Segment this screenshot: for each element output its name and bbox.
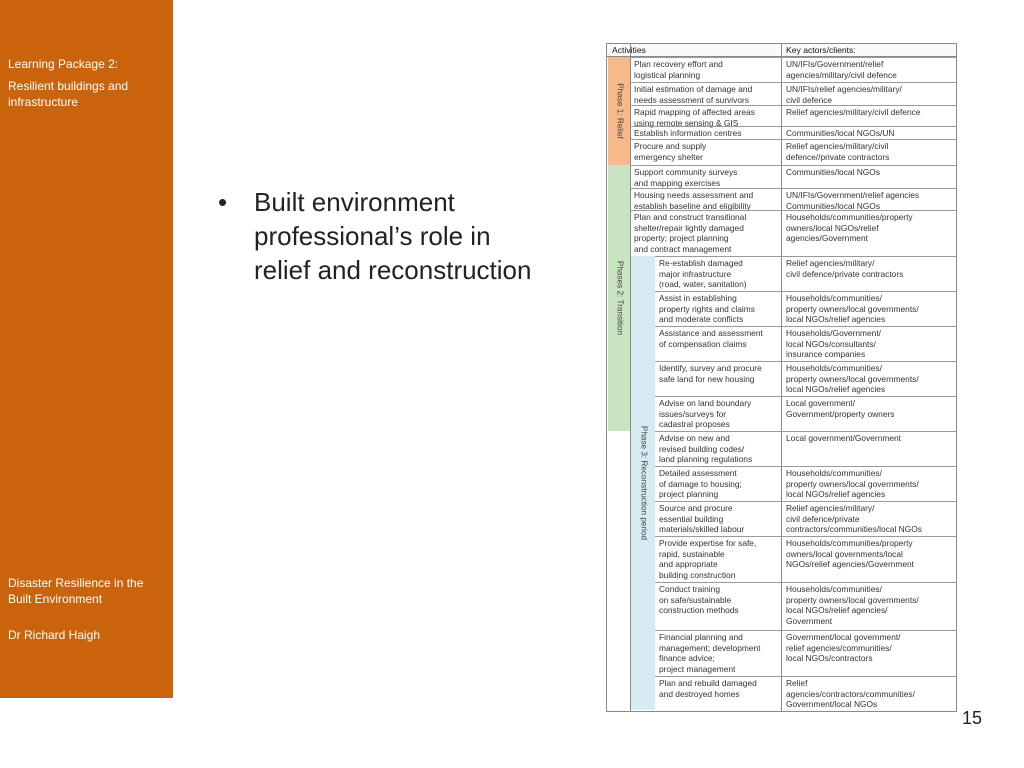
phase-2-band-lower xyxy=(608,431,630,710)
phase-1-band xyxy=(608,57,630,165)
course-title: Disaster Resilience in the Built Environment xyxy=(8,576,144,606)
package-title: Learning Package 2: xyxy=(8,57,119,71)
actors-cell: Households/communities/ property owners/local governments/ local NGOs/relief agencies xyxy=(786,363,919,394)
actors-cell: Households/communities/ property owners/local governments/ local NGOs/relief agencies xyxy=(786,293,919,324)
page-number: 15 xyxy=(962,708,983,728)
table-row xyxy=(630,165,956,189)
table-row xyxy=(630,57,956,83)
roles-table xyxy=(606,43,957,712)
actors-cell: Households/communities/ property owners/local governments/ local NGOs/relief agencies xyxy=(786,468,919,499)
activity-cell: Provide expertise for safe, rapid, sustainable and appropriate building construction xyxy=(659,538,757,580)
activity-cell: Establish information centres xyxy=(634,128,742,138)
table-row xyxy=(630,82,956,106)
actors-cell: Relief agencies/contractors/communities/ Government/local NGOs xyxy=(786,678,915,709)
actors-cell: Households/communities/property owners/local NGOs/relief agencies/Government xyxy=(786,212,913,243)
actors-cell: Households/communities/ property owners/local governments/ local NGOs/relief agencies/ Government xyxy=(786,584,919,626)
phase-3-band xyxy=(631,256,655,710)
actors-cell: Households/communities/property owners/local governments/local NGOs/relief agencies/Government xyxy=(786,538,915,569)
table-row xyxy=(655,361,956,397)
activity-cell: Assistance and assessment of compensation claims xyxy=(659,328,763,349)
activity-cell: Support community surveys and mapping exercises xyxy=(634,167,738,188)
activity-cell: Identify, survey and procure safe land for new housing xyxy=(659,363,762,384)
actors-cell: Households/Government/ local NGOs/consultants/ insurance companies xyxy=(786,328,881,359)
phase-2-label: Phases 2: Transition xyxy=(615,260,625,336)
package-subtitle: Resilient buildings and infrastructure xyxy=(8,79,129,109)
table-row xyxy=(655,256,956,292)
activity-cell: Housing needs assessment and establish baseline and eligibility xyxy=(634,190,754,211)
actors-cell: UN/IFIs/Government/relief agencies Communities/local NGOs xyxy=(786,190,920,211)
activity-cell: Rapid mapping of affected areas using remote sensing & GIS xyxy=(634,107,755,128)
table-row xyxy=(655,582,956,631)
actors-cell: Relief agencies/military/civil defence xyxy=(786,107,921,117)
table-row xyxy=(655,676,956,711)
table-row xyxy=(655,291,956,327)
table-row xyxy=(655,396,956,432)
header-activities: Activities xyxy=(612,45,646,55)
author-name: Dr Richard Haigh xyxy=(8,628,101,642)
table-row xyxy=(655,326,956,362)
table-row xyxy=(655,501,956,537)
actors-cell: UN/IFIs/relief agencies/military/ civil defence xyxy=(786,84,902,105)
activity-cell: Source and procure essential building materials/skilled labour xyxy=(659,503,745,534)
activity-cell: Assist in establishing property rights and claims and moderate conflicts xyxy=(659,293,755,324)
table-row xyxy=(655,630,956,677)
actors-cell: Communities/local NGOs xyxy=(786,167,881,177)
phase-1-label: Phase 1: Relief xyxy=(615,83,625,139)
table-row xyxy=(630,139,956,166)
activity-cell: Financial planning and management; development finance advice; project management xyxy=(659,632,761,674)
actors-cell: Relief agencies/military/ civil defence/private contractors xyxy=(786,258,904,279)
actors-cell: Relief agencies/military/civil defence//private contractors xyxy=(786,141,890,162)
actors-cell: Local government/ Government/property owners xyxy=(786,398,895,419)
actors-cell: UN/IFIs/Government/relief agencies/military/civil defence xyxy=(786,59,897,80)
activity-cell: Conduct training on safe/sustainable construction methods xyxy=(659,584,739,615)
table-row xyxy=(655,466,956,502)
bullet-text: Built environment professional’s role in relief and reconstruction xyxy=(254,187,532,285)
activity-cell: Re-establish damaged major infrastructure (road, water, sanitation) xyxy=(659,258,747,289)
table-row xyxy=(630,126,956,140)
activity-cell: Detailed assessment of damage to housing; project planning xyxy=(659,468,742,499)
table-row xyxy=(630,210,956,257)
actors-cell: Local government/Government xyxy=(786,433,901,443)
table-row xyxy=(630,188,956,211)
actors-cell: Communities/local NGOs/UN xyxy=(786,128,895,138)
sidebar xyxy=(0,0,173,698)
activity-cell: Advise on new and revised building codes/ land planning regulations xyxy=(659,433,753,464)
table-row xyxy=(630,105,956,127)
table-row xyxy=(655,536,956,583)
activity-cell: Plan recovery effort and logistical planning xyxy=(634,59,723,80)
activity-cell: Plan and rebuild damaged and destroyed homes xyxy=(659,678,757,699)
activity-cell: Initial estimation of damage and needs assessment of survivors xyxy=(634,84,753,105)
table-row xyxy=(655,431,956,467)
bullet-marker: • xyxy=(218,187,228,217)
actors-cell: Relief agencies/military/ civil defence/private contractors/communities/local NGOs xyxy=(786,503,922,534)
activity-cell: Procure and supply emergency shelter xyxy=(634,141,707,162)
activity-cell: Plan and construct transitional shelter/repair lightly damaged property; project planning and contract management xyxy=(634,212,747,254)
phase-2-band xyxy=(608,165,630,431)
header-key-actors: Key actors/clients: xyxy=(786,45,856,55)
actors-cell: Government/local government/ relief agencies/communities/ local NGOs/contractors xyxy=(786,632,901,663)
phase-3-label: Phase 3: Reconstruction period xyxy=(639,425,649,541)
activity-cell: Advise on land boundary issues/surveys for cadastral proposes xyxy=(659,398,752,429)
